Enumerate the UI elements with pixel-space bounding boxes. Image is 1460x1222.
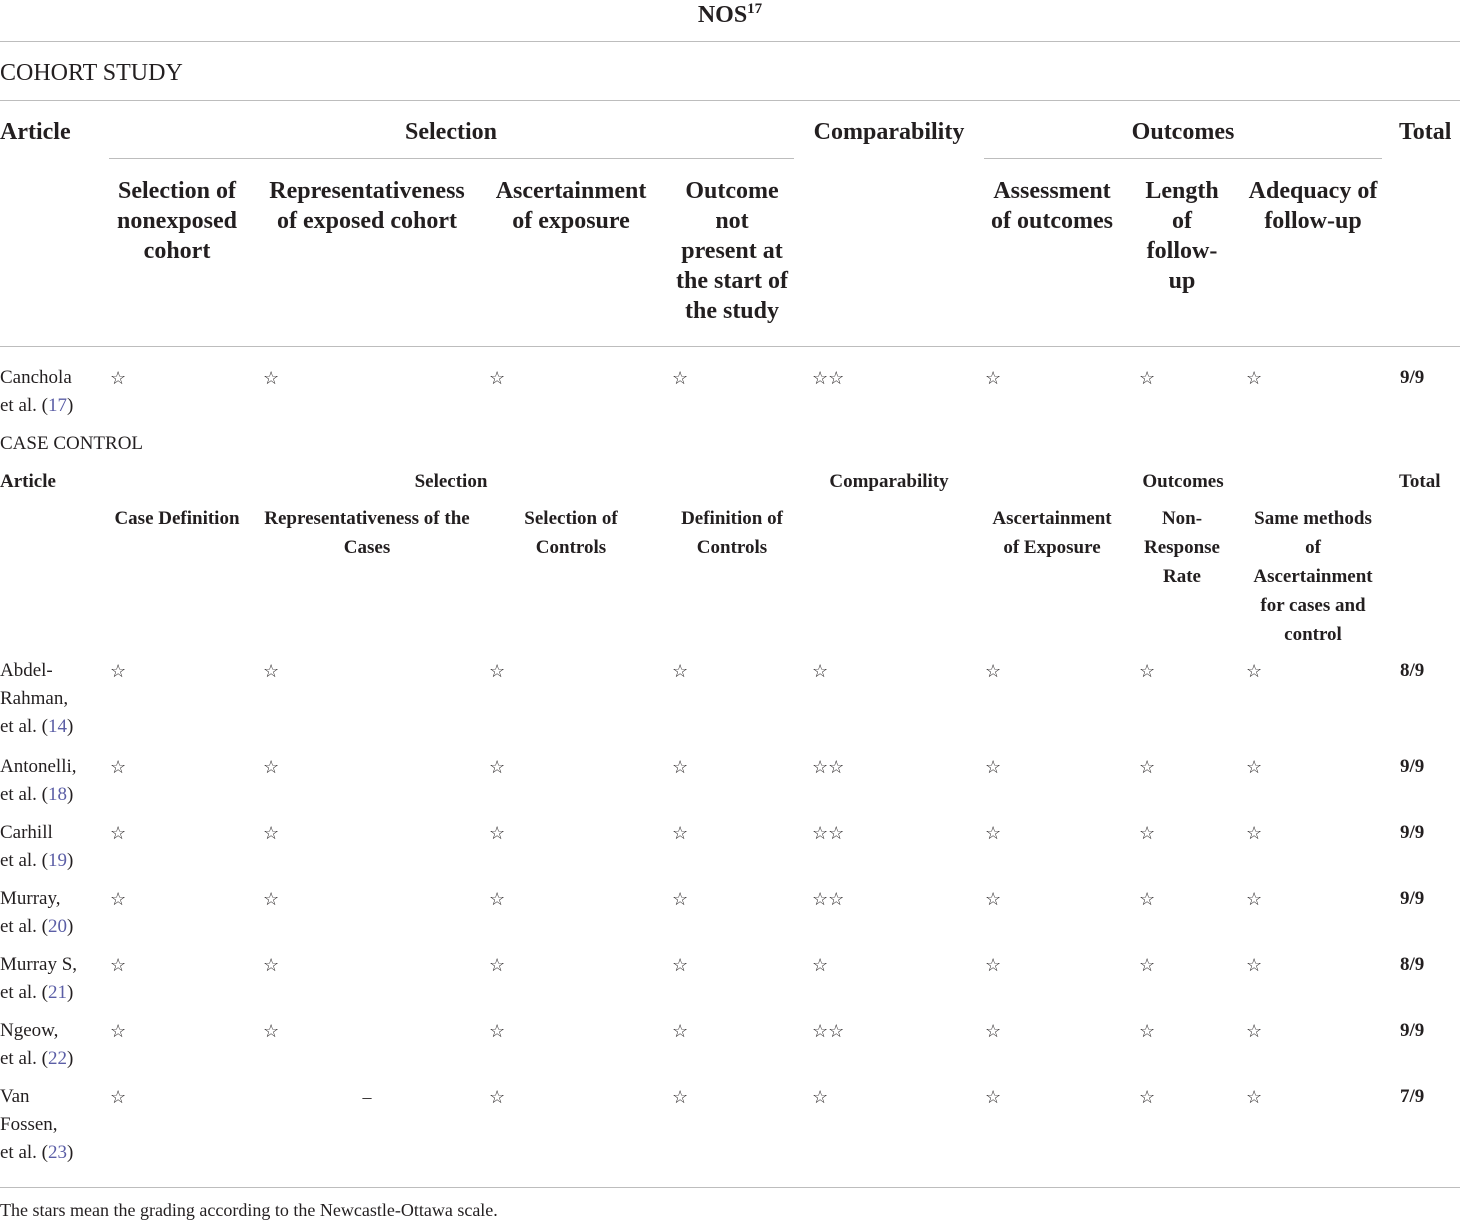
header-total: Total: [1399, 471, 1441, 492]
star-rating: ☆: [1139, 823, 1156, 843]
subheader-line: nonexposed: [116, 208, 238, 234]
star-rating: ☆: [985, 889, 1002, 909]
article-line: et al. (23): [0, 1142, 74, 1163]
article-line: et al. (19): [0, 850, 74, 871]
subheader-line: Controls: [535, 537, 607, 558]
subheader-line: Assessment: [993, 178, 1111, 204]
star-rating: ☆: [1246, 661, 1263, 681]
star-rating: ☆: [672, 823, 689, 843]
subheader-line: up: [1168, 268, 1196, 294]
subheader-line: Selection of: [118, 178, 236, 204]
star-rating: ☆: [110, 955, 127, 975]
star-rating: ☆: [489, 1087, 506, 1107]
subheader-line: of: [1305, 537, 1321, 558]
header-bottom-rule: [0, 346, 1460, 347]
article-line: Carhill: [0, 822, 53, 843]
star-rating: ☆: [263, 661, 280, 681]
subheader-line: Response: [1143, 537, 1220, 558]
total-score: 7/9: [1400, 1086, 1425, 1107]
star-rating: ☆: [263, 757, 280, 777]
total-score: 9/9: [1400, 756, 1425, 777]
star-rating: ☆: [1246, 889, 1263, 909]
subheader-line: Ascertainment: [1253, 566, 1373, 587]
star-rating: ☆: [1139, 955, 1156, 975]
article-line: Fossen,: [0, 1114, 58, 1135]
subheader-line: Length: [1145, 178, 1219, 204]
selection-underline: [109, 158, 794, 159]
star-rating: ☆: [812, 1087, 829, 1107]
subheader-line: Rate: [1163, 566, 1201, 587]
subheader-line: the start of: [676, 268, 788, 294]
subheader-line: Adequacy of: [1248, 178, 1378, 204]
subheader-line: Representativeness of the: [264, 508, 470, 529]
article-line: Murray,: [0, 888, 61, 909]
star-rating: ☆: [489, 823, 506, 843]
subheader-line: follow-up: [1264, 208, 1362, 234]
star-rating: ☆: [489, 368, 506, 388]
citation-link[interactable]: 23: [48, 1142, 68, 1163]
star-rating: ☆: [672, 368, 689, 388]
header-total: Total: [1399, 119, 1452, 145]
outcomes-underline: [984, 158, 1382, 159]
star-rating: ☆: [1139, 757, 1156, 777]
subheader-line: Selection of: [524, 508, 618, 529]
star-rating: ☆: [1246, 368, 1263, 388]
star-rating: ☆: [672, 1087, 689, 1107]
star-rating: ☆: [1246, 757, 1263, 777]
subheader-line: of exposure: [512, 208, 630, 234]
subheader-line: Definition of: [681, 508, 783, 529]
subheader-line: Controls: [696, 537, 768, 558]
star-rating: ☆: [489, 1021, 506, 1041]
subheader-line: Ascertainment: [992, 508, 1112, 529]
subheader-line: not: [715, 208, 749, 234]
subheader-line: of Exposure: [1003, 537, 1101, 558]
star-rating: ☆: [263, 955, 280, 975]
subheader-line: follow-: [1146, 238, 1218, 264]
bottom-rule: [0, 1187, 1460, 1188]
section-rule: [0, 100, 1460, 101]
footnote: The stars mean the grading according to the Newcastle-Ottawa scale.: [0, 1200, 498, 1220]
article-line: et al. (18): [0, 784, 74, 805]
table-title: NOS$^{17}$: [697, 1, 763, 28]
star-rating: ☆: [672, 757, 689, 777]
star-rating: ☆: [489, 757, 506, 777]
star-rating: ☆: [110, 889, 127, 909]
star-rating: ☆: [985, 757, 1002, 777]
star-rating: ☆: [263, 368, 280, 388]
star-rating: ☆: [489, 889, 506, 909]
star-rating: ☆: [1139, 1021, 1156, 1041]
star-rating: ☆☆: [812, 1021, 845, 1041]
subheader-line: control: [1284, 624, 1342, 645]
star-rating: ☆: [263, 1021, 280, 1041]
subheader-line: Ascertainment: [495, 178, 647, 204]
citation-link[interactable]: 21: [48, 982, 68, 1003]
total-score: 9/9: [1400, 1020, 1425, 1041]
star-rating: ☆: [672, 661, 689, 681]
article-line: Van: [0, 1086, 30, 1107]
top-rule: [0, 41, 1460, 42]
star-rating: ☆: [812, 955, 829, 975]
star-rating: ☆: [1139, 1087, 1156, 1107]
citation-link[interactable]: 19: [48, 850, 68, 871]
star-rating: ☆: [110, 757, 127, 777]
header-comparability: Comparability: [829, 471, 949, 492]
star-rating: ☆: [985, 1087, 1002, 1107]
article-line: Antonelli,: [0, 756, 77, 777]
header-selection: Selection: [405, 119, 497, 145]
subheader-line: the study: [684, 298, 780, 324]
article-line: et al. (14): [0, 716, 74, 737]
citation-link[interactable]: 18: [48, 784, 68, 805]
subheader-line: Outcome: [685, 178, 779, 204]
star-rating: ☆: [489, 661, 506, 681]
star-rating: ☆☆: [812, 368, 845, 388]
star-rating: ☆: [263, 823, 280, 843]
article-line: et al. (22): [0, 1048, 74, 1069]
star-rating: ☆: [489, 955, 506, 975]
subheader-line: present at: [681, 238, 783, 264]
subheader-line: Same methods: [1254, 508, 1372, 529]
header-article: Article: [0, 471, 56, 492]
star-rating: ☆: [110, 823, 127, 843]
star-rating: ☆: [110, 368, 127, 388]
article-line: et al. (17): [0, 395, 74, 416]
total-score: 9/9: [1400, 367, 1425, 388]
star-rating: ☆: [672, 889, 689, 909]
header-comparability: Comparability: [813, 119, 965, 145]
star-rating: ☆: [1139, 889, 1156, 909]
article-line: et al. (20): [0, 916, 74, 937]
cohort-section-label: COHORT STUDY: [0, 60, 183, 86]
star-rating: ☆: [812, 661, 829, 681]
subheader-line: for cases and: [1260, 595, 1366, 616]
citation-link[interactable]: 17: [48, 395, 68, 416]
citation-link[interactable]: 14: [48, 716, 68, 737]
star-rating: ☆: [985, 955, 1002, 975]
star-rating: ☆: [110, 1021, 127, 1041]
subheader-line: of exposed cohort: [277, 208, 457, 234]
citation-link[interactable]: 20: [48, 916, 68, 937]
empty-cell: –: [362, 1087, 372, 1107]
star-rating: ☆: [1246, 1021, 1263, 1041]
total-score: 8/9: [1400, 660, 1425, 681]
star-rating: ☆: [985, 368, 1002, 388]
subheader-line: cohort: [143, 238, 211, 264]
article-line: Canchola: [0, 367, 72, 388]
star-rating: ☆: [1139, 661, 1156, 681]
star-rating: ☆: [672, 955, 689, 975]
star-rating: ☆: [1246, 823, 1263, 843]
star-rating: ☆: [263, 889, 280, 909]
star-rating: ☆☆: [812, 823, 845, 843]
star-rating: ☆: [985, 823, 1002, 843]
subheader-line: Non-: [1161, 508, 1203, 529]
subheader-line: of outcomes: [991, 208, 1113, 234]
star-rating: ☆: [110, 1087, 127, 1107]
star-rating: ☆: [985, 1021, 1002, 1041]
header-selection: Selection: [414, 471, 488, 492]
star-rating: ☆: [985, 661, 1002, 681]
header-article: Article: [0, 119, 71, 145]
star-rating: ☆: [1246, 955, 1263, 975]
subheader-line: Cases: [343, 537, 391, 558]
header-outcomes: Outcomes: [1131, 119, 1235, 145]
star-rating: ☆: [1246, 1087, 1263, 1107]
article-line: Murray S,: [0, 954, 78, 975]
article-line: Rahman,: [0, 688, 69, 709]
article-line: et al. (21): [0, 982, 74, 1003]
star-rating: ☆☆: [812, 889, 845, 909]
subheader-line: Representativeness: [269, 178, 465, 204]
star-rating: ☆: [672, 1021, 689, 1041]
star-rating: ☆☆: [812, 757, 845, 777]
citation-link[interactable]: 22: [48, 1048, 68, 1069]
article-line: Abdel-: [0, 660, 53, 681]
star-rating: ☆: [110, 661, 127, 681]
total-score: 9/9: [1400, 822, 1425, 843]
total-score: 8/9: [1400, 954, 1425, 975]
case-control-section-label: CASE CONTROL: [0, 433, 144, 454]
subheader-line: of: [1172, 208, 1192, 234]
article-line: Ngeow,: [0, 1020, 59, 1041]
subheader-line: Case Definition: [114, 508, 240, 529]
header-outcomes: Outcomes: [1142, 471, 1224, 492]
total-score: 9/9: [1400, 888, 1425, 909]
star-rating: ☆: [1139, 368, 1156, 388]
